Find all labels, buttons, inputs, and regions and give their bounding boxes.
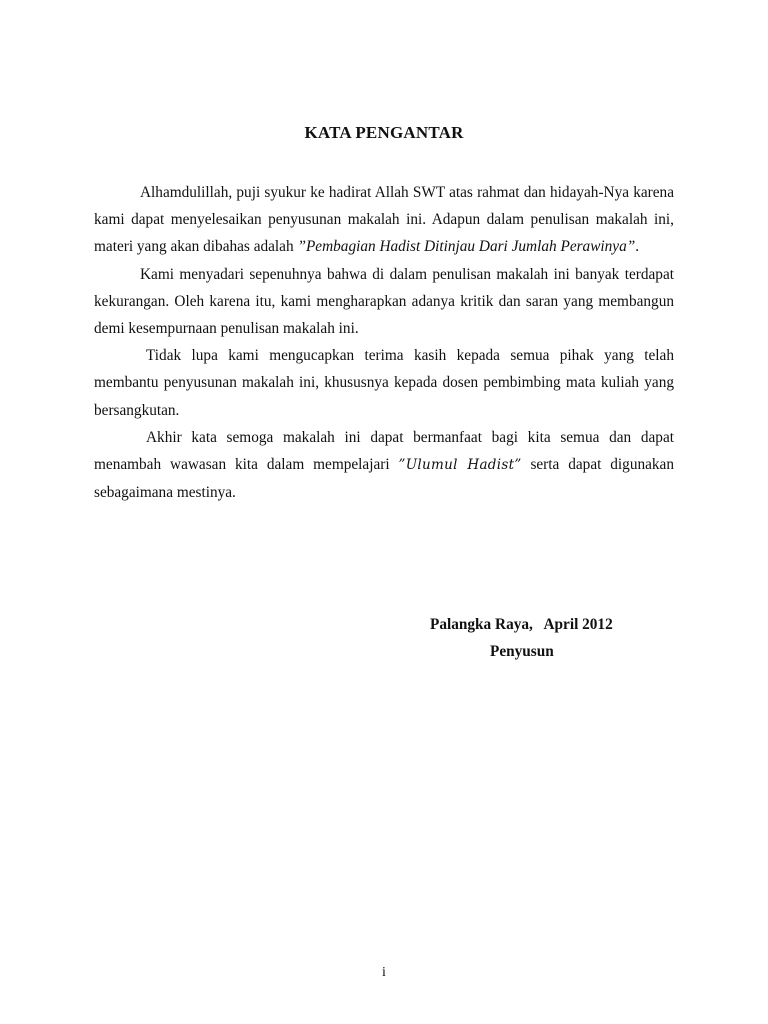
page-number: i (382, 965, 386, 980)
signature-place-date: Palangka Raya, April 2012 (430, 616, 613, 633)
paragraph-1 (94, 179, 674, 261)
paragraph-4-emphasis: ”Ulumul Hadist” (398, 457, 522, 474)
paragraph-3: Tidak lupa kami mengucapkan terima kasih kepada semua pihak yang telah membantu penyusunan makalah ini, khususnya kepada dosen pembimbing mata kuliah yang bersangkutan. (94, 347, 674, 419)
paragraph-4-end: serta dapat digunakan sebagaimana mestinya. (94, 456, 674, 502)
paragraph-2: Kami menyadari sepenuhnya bahwa di dalam penulisan makalah ini banyak terdapat kekurangan. Oleh karena itu, kami mengharapkan adanya kritik dan saran yang membangun demi kesempurnaan penulisan makalah ini. (94, 265, 674, 338)
paragraph-4 (94, 424, 674, 507)
paragraph-4-text: Akhir kata semoga makalah ini dapat bermanfaat bagi kita semua dan dapat menambah wawasan kita dalam mempelajari (94, 428, 674, 474)
paragraph-1-end: . (635, 238, 640, 256)
paragraph-1-emphasis: ”Pembagian Hadist Ditinjau Dari Jumlah Perawinya” (297, 238, 636, 256)
body-text (94, 179, 674, 506)
paragraph-1-text: Alhamdulillah, puji syukur ke hadirat Allah SWT atas rahmat dan hidayah-Nya karena kami dapat menyelesaikan penyusunan makalah ini. Adapun dalam penulisan makalah ini, materi yang akan dibahas adalah (94, 184, 674, 256)
signature-block (430, 611, 670, 665)
signature-author: Penyusun (490, 643, 554, 660)
page-title: KATA PENGANTAR (304, 123, 464, 142)
